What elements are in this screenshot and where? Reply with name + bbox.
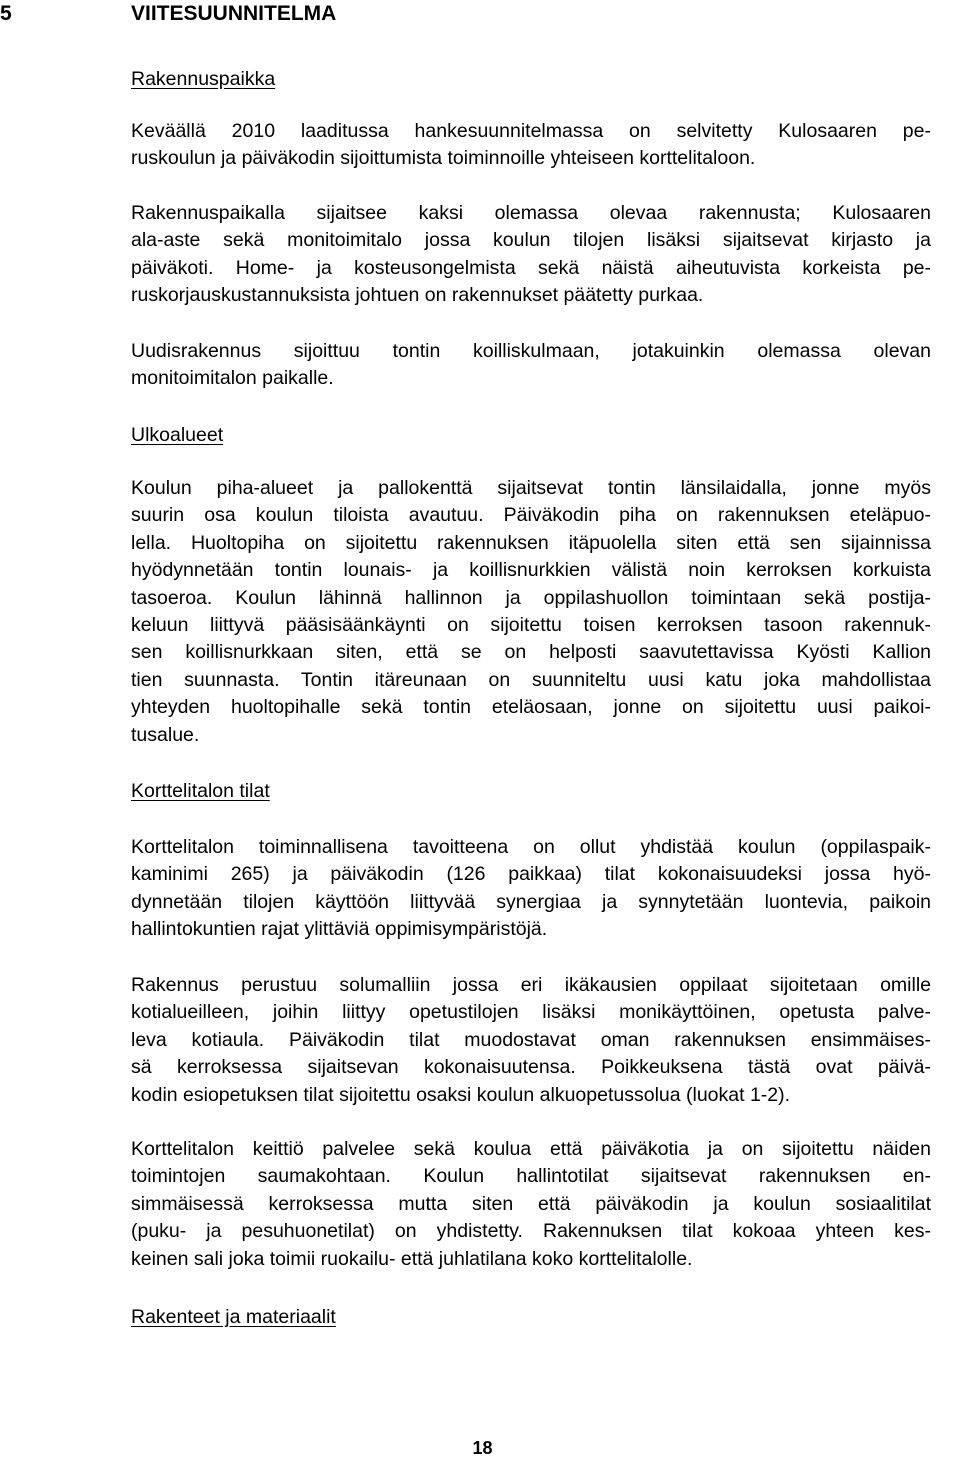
paragraph-line: keluun liittyvä pääsisäänkäynti on sijoitettu toisen kerroksen tasoon rakennuk- (131, 613, 931, 636)
paragraph-line: ruskoulun ja päiväkodin sijoittumista toiminnoille yhteiseen korttelitaloon. (131, 147, 756, 170)
paragraph-line: tusalue. (131, 723, 200, 746)
paragraph-line: lella. Huoltopiha on sijoitettu rakennuksen itäpuolella siten että sen sijainnissa (131, 531, 931, 554)
paragraph-line: Korttelitalon keittiö palvelee sekä koulua että päiväkotia ja on sijoitettu näiden (131, 1138, 931, 1160)
paragraph-line: keinen sali joka toimii ruokailu- että juhlatilana koko korttelitalolle. (131, 1247, 693, 1270)
subheading-text: Korttelitalon tilat (131, 780, 270, 802)
section-title: VIITESUUNNITELMA (131, 2, 337, 25)
paragraph-line: ala-aste sekä monitoimitalo jossa koulun tilojen lisäksi sijaitsevat kirjasto ja (131, 229, 931, 252)
paragraph (131, 834, 931, 944)
subheading-text: Ulkoalueet (131, 424, 224, 446)
subheading (131, 66, 931, 93)
paragraph-line: kaminimi 265) ja päiväkodin (126 paikkaa) tilat kokonaisuudeksi jossa hyö- (131, 863, 931, 886)
paragraph-line: tasoeroa. Koulun lähinnä hallinnon ja oppilashuollon toimintaan sekä postija- (131, 586, 931, 609)
paragraph-line: toimintojen saumakohtaan. Koulun hallintotilat sijaitsevat rakennuksen en- (131, 1165, 931, 1188)
paragraph-line: dynnetään tilojen käyttöön liittyvää synergiaa ja synnytetään luontevia, paikoin (131, 890, 931, 913)
subheading-text: Rakenteet ja materiaalit (131, 1306, 336, 1328)
paragraph-line: (puku- ja pesuhuonetilat) on yhdistetty. Rakennuksen tilat kokoaa yhteen kes- (131, 1220, 931, 1243)
paragraph (131, 1136, 931, 1273)
paragraph (131, 972, 931, 1109)
paragraph-line: Koulun piha-alueet ja pallokenttä sijaitsevat tontin länsilaidalla, jonne myös (131, 477, 931, 499)
paragraph-line: Keväällä 2010 laaditussa hankesuunnitelmassa on selvitetty Kulosaaren pe- (131, 120, 931, 142)
paragraph-line: Rakennus perustuu solumalliin jossa eri ikäkausien oppilaat sijoitetaan omille (131, 974, 931, 996)
paragraph-line: suurin osa koulun tiloista avautuu. Päiväkodin piha on rakennuksen eteläpuo- (131, 504, 931, 527)
section-heading (0, 0, 960, 30)
paragraph-line: tien suunnasta. Tontin itäreunaan on suunniteltu uusi katu joka mahdollistaa (131, 668, 931, 691)
paragraph-line: yhteyden huoltopihalle sekä tontin eteläosaan, jonne on sijoitettu uusi paikoi- (131, 696, 931, 719)
subheading (131, 778, 931, 805)
section-number: 5 (0, 2, 12, 25)
page-number: 18 (472, 1438, 493, 1458)
paragraph-line: hallintokuntien rajat ylittäviä oppimisympäristöjä. (131, 918, 548, 941)
paragraph-line: ruskorjauskustannuksista johtuen on rakennukset päätetty purkaa. (131, 284, 704, 307)
paragraph-line: Korttelitalon toiminnallisena tavoitteena on ollut yhdistää koulun (oppilaspaik- (131, 836, 931, 858)
paragraph (131, 338, 931, 393)
paragraph (131, 118, 931, 173)
paragraph-line: kotialueilleen, joihin liittyy opetustilojen lisäksi monikäyttöinen, opetusta palve- (131, 1001, 931, 1024)
subheading (131, 1304, 931, 1331)
paragraph-line: sä kerroksessa sijaitsevan kokonaisuutensa. Poikkeuksena tästä ovat päivä- (131, 1056, 931, 1079)
paragraph-line: monitoimitalon paikalle. (131, 367, 334, 390)
paragraph-line: kodin esiopetuksen tilat sijoitettu osaksi koulun alkuopetussolua (luokat 1-2). (131, 1083, 791, 1106)
subheading (131, 422, 931, 449)
subheading-text: Rakennuspaikka (131, 68, 276, 90)
paragraph (131, 475, 931, 749)
paragraph-line: sen koillisnurkkaan siten, että se on helposti saavutettavissa Kyösti Kallion (131, 641, 931, 664)
paragraph-line: päiväkoti. Home- ja kosteusongelmista sekä näistä aiheutuvista korkeista pe- (131, 256, 931, 279)
paragraph-line: hyödynnetään tontin lounais- ja koillisnurkkien välistä noin kerroksen korkuista (131, 559, 931, 582)
paragraph-line: Uudisrakennus sijoittuu tontin koilliskulmaan, jotakuinkin olemassa olevan (131, 340, 931, 362)
paragraph-line: Rakennuspaikalla sijaitsee kaksi olemassa olevaa rakennusta; Kulosaaren (131, 202, 931, 224)
paragraph-line: simmäisessä kerroksessa mutta siten että päiväkodin ja koulun sosiaalitilat (131, 1192, 931, 1215)
paragraph (131, 200, 931, 310)
paragraph-line: leva kotiaula. Päiväkodin tilat muodostavat oman rakennuksen ensimmäises- (131, 1028, 931, 1051)
